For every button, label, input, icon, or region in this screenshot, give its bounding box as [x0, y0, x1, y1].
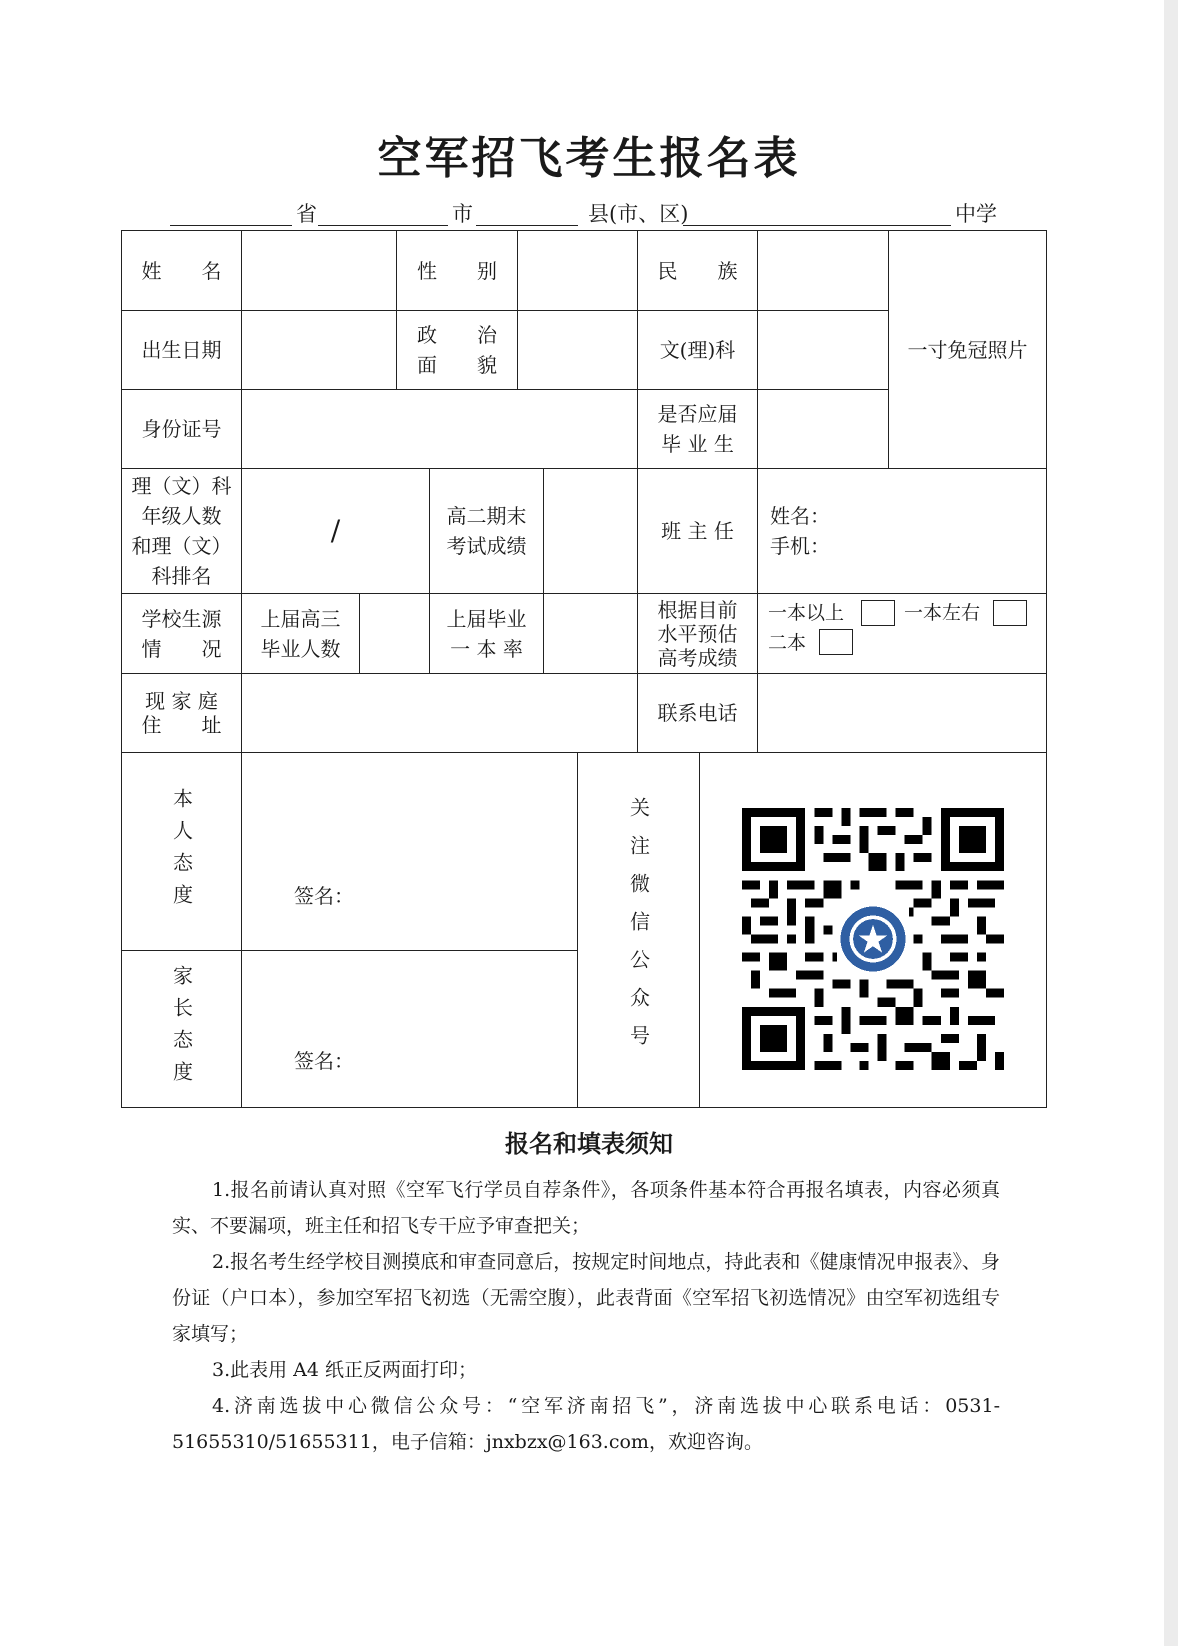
- wechat-follow-label: 关注微信公众号: [626, 797, 651, 1063]
- ethnicity-field[interactable]: [758, 231, 888, 310]
- self-signature-label: 签名：: [294, 884, 354, 908]
- school-blank[interactable]: [683, 225, 951, 226]
- last-first-tier-rate-label: 上届毕业 一 本 率: [446, 606, 527, 661]
- grade-rank-field[interactable]: /: [330, 514, 341, 547]
- home-address-label: 现 家 庭 住 址: [141, 689, 222, 737]
- option-around-first-tier-checkbox[interactable]: [993, 600, 1027, 626]
- county-label: 县(市、区): [588, 202, 689, 226]
- parent-attitude-label: 家长态度: [169, 965, 194, 1093]
- form-title: 空军招飞考生报名表: [377, 133, 801, 184]
- gender-field[interactable]: [518, 231, 637, 310]
- name-field[interactable]: [242, 231, 396, 310]
- notice-title: 报名和填表须知: [505, 1130, 673, 1158]
- head-teacher-label: 班 主 任: [661, 519, 734, 543]
- notice-item-4: 4.济南选拔中心微信公众号：“空军济南招飞”，济南选拔中心联系电话：0531-51655310/51655311，电子信箱：jnxbzx@163.com，欢迎咨询。: [172, 1395, 1000, 1453]
- self-attitude-field[interactable]: [242, 753, 577, 950]
- parent-attitude-field[interactable]: [242, 951, 577, 1107]
- contact-phone-field[interactable]: [758, 674, 1046, 752]
- fresh-graduate-field[interactable]: [758, 390, 888, 468]
- school-label: 中学: [955, 202, 997, 226]
- last-grad-count-label: 上届高三 毕业人数: [260, 606, 341, 661]
- head-teacher-info[interactable]: 姓名： 手机：: [770, 504, 830, 558]
- option-second-tier-label: 二本: [768, 632, 807, 654]
- province-label: 省: [296, 202, 317, 226]
- fresh-graduate-label: 是否应届 毕 业 生: [657, 402, 738, 456]
- option-second-tier-checkbox[interactable]: [819, 629, 853, 655]
- city-label: 市: [452, 202, 473, 226]
- name-label: 姓 名: [141, 258, 222, 283]
- ethnicity-label: 民 族: [657, 258, 738, 283]
- self-attitude-label: 本人态度: [169, 787, 194, 916]
- political-status-field[interactable]: [518, 311, 637, 389]
- gender-label: 性 别: [417, 258, 497, 283]
- track-label: 文(理)科: [659, 338, 736, 362]
- id-number-label: 身份证号: [141, 417, 222, 441]
- last-first-tier-rate-field[interactable]: [544, 594, 637, 673]
- home-address-field[interactable]: [242, 674, 637, 752]
- wechat-qr-code: [742, 808, 1004, 1070]
- province-blank[interactable]: [170, 225, 292, 226]
- county-blank[interactable]: [476, 225, 578, 226]
- option-around-first-tier-label: 一本左右: [904, 602, 981, 624]
- notice-item-3: 3.此表用 A4 纸正反两面打印；: [212, 1359, 478, 1381]
- political-status-label: 政 治 面 貌: [417, 323, 497, 377]
- option-above-first-tier-label: 一本以上: [768, 602, 845, 624]
- city-blank[interactable]: [318, 225, 448, 226]
- estimated-score-label: 根据目前 水平预估 高考成绩: [657, 597, 738, 670]
- photo-box[interactable]: 一寸免冠照片: [907, 337, 1028, 362]
- option-above-first-tier-checkbox[interactable]: [861, 600, 895, 626]
- page-edge-shadow: [1164, 0, 1178, 1646]
- notice-item-1: 1.报名前请认真对照《空军飞行学员自荐条件》，各项条件基本符合再报名填表，内容必须真实、不要漏项，班主任和招飞专干应予审查把关；: [172, 1179, 1000, 1237]
- school-source-label: 学校生源 情 况: [141, 606, 222, 661]
- exam-score-field[interactable]: [544, 469, 637, 593]
- last-grad-count-field[interactable]: [360, 594, 429, 673]
- birth-date-label: 出生日期: [141, 338, 222, 362]
- exam-score-label: 高二期末 考试成绩: [446, 504, 527, 558]
- track-field[interactable]: [758, 311, 888, 389]
- contact-phone-label: 联系电话: [657, 701, 738, 725]
- notice-item-2: 2.报名考生经学校目测摸底和审查同意后，按规定时间地点，持此表和《健康情况申报表》、身份证（户口本），参加空军招飞初选（无需空腹），此表背面《空军招飞初选情况》由空军初选组专家填写；: [172, 1251, 1000, 1345]
- birth-date-field[interactable]: [242, 311, 396, 389]
- grade-rank-label: 理（文）科 年级人数 和理（文） 科排名: [131, 474, 232, 588]
- parent-signature-label: 签名：: [294, 1049, 354, 1073]
- id-number-field[interactable]: [242, 390, 637, 468]
